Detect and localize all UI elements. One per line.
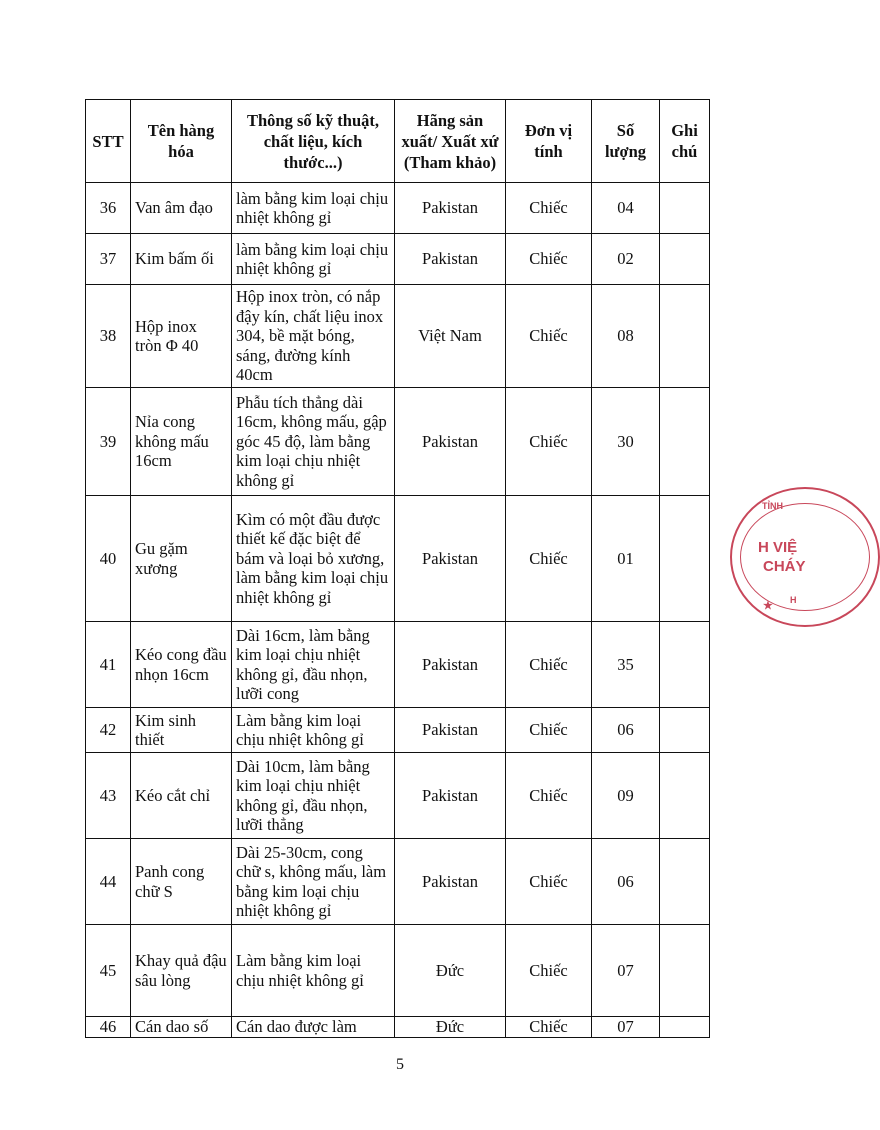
cell-brand: Pakistan (395, 708, 506, 753)
cell-note (660, 183, 710, 234)
stamp-line-2: CHÁY (763, 558, 806, 575)
stamp-inner-ring (740, 503, 870, 611)
table-row (86, 183, 710, 234)
cell-stt: 40 (86, 496, 131, 622)
cell-name: Khay quả đậu sâu lòng (131, 925, 232, 1017)
table-row (86, 285, 710, 388)
goods-table (85, 99, 710, 1038)
cell-note (660, 1017, 710, 1038)
cell-qty: 30 (592, 388, 660, 496)
stamp-bottom-text: H (790, 595, 797, 605)
cell-name: Kéo cắt chỉ (131, 753, 232, 839)
cell-brand: Pakistan (395, 839, 506, 925)
cell-stt: 38 (86, 285, 131, 388)
star-icon: ★ (763, 600, 773, 612)
cell-brand: Đức (395, 925, 506, 1017)
cell-name: Kéo cong đầu nhọn 16cm (131, 622, 232, 708)
cell-name: Nỉa cong không mấu 16cm (131, 388, 232, 496)
cell-name: Kim sinh thiết (131, 708, 232, 753)
cell-stt: 44 (86, 839, 131, 925)
cell-brand: Pakistan (395, 496, 506, 622)
cell-stt: 37 (86, 234, 131, 285)
cell-spec: Kìm có một đầu được thiết kế đặc biệt để bám và loại bỏ xương, làm bằng kim loại chịu nhiệt không gỉ (232, 496, 395, 622)
header-name: Tên hàng hóa (131, 100, 232, 183)
cell-qty: 06 (592, 708, 660, 753)
cell-stt: 41 (86, 622, 131, 708)
header-qty: Số lượng (592, 100, 660, 183)
cell-unit: Chiếc (506, 925, 592, 1017)
cell-brand: Pakistan (395, 388, 506, 496)
cell-brand: Việt Nam (395, 285, 506, 388)
cell-name: Kim bấm ối (131, 234, 232, 285)
cell-qty: 07 (592, 925, 660, 1017)
cell-note (660, 925, 710, 1017)
table-row (86, 388, 710, 496)
table-row (86, 1017, 710, 1038)
cell-qty: 35 (592, 622, 660, 708)
cell-qty: 09 (592, 753, 660, 839)
cell-spec: Dài 10cm, làm bằng kim loại chịu nhiệt không gỉ, đầu nhọn, lưỡi thẳng (232, 753, 395, 839)
table-row (86, 925, 710, 1017)
cell-brand: Đức (395, 1017, 506, 1038)
table-row (86, 708, 710, 753)
header-unit: Đơn vị tính (506, 100, 592, 183)
cell-brand: Pakistan (395, 753, 506, 839)
table-row (86, 753, 710, 839)
cell-unit: Chiếc (506, 708, 592, 753)
cell-spec: Cán dao được làm (232, 1017, 395, 1038)
cell-note (660, 622, 710, 708)
cell-name: Van âm đạo (131, 183, 232, 234)
header-stt: STT (86, 100, 131, 183)
cell-note (660, 285, 710, 388)
cell-qty: 06 (592, 839, 660, 925)
cell-unit: Chiếc (506, 753, 592, 839)
table-row (86, 496, 710, 622)
cell-qty: 04 (592, 183, 660, 234)
page-number: 5 (396, 1056, 404, 1073)
cell-stt: 42 (86, 708, 131, 753)
header-brand: Hãng sản xuất/ Xuất xứ (Tham khảo) (395, 100, 506, 183)
cell-qty: 02 (592, 234, 660, 285)
cell-spec: Làm bằng kim loại chịu nhiệt không gỉ (232, 925, 395, 1017)
cell-stt: 45 (86, 925, 131, 1017)
cell-spec: Dài 25-30cm, cong chữ s, không mấu, làm bằng kim loại chịu nhiệt không gỉ (232, 839, 395, 925)
stamp-line-1: H VIỆ (758, 539, 798, 556)
red-seal-stamp (730, 487, 820, 627)
cell-stt: 43 (86, 753, 131, 839)
cell-note (660, 839, 710, 925)
cell-unit: Chiếc (506, 183, 592, 234)
cell-brand: Pakistan (395, 234, 506, 285)
cell-name: Hộp inox tròn Φ 40 (131, 285, 232, 388)
cell-spec: Làm bằng kim loại chịu nhiệt không gỉ (232, 708, 395, 753)
cell-note (660, 388, 710, 496)
cell-unit: Chiếc (506, 839, 592, 925)
cell-spec: làm bằng kim loại chịu nhiệt không gỉ (232, 234, 395, 285)
cell-qty: 07 (592, 1017, 660, 1038)
cell-brand: Pakistan (395, 622, 506, 708)
header-note: Ghi chú (660, 100, 710, 183)
header-spec: Thông số kỹ thuật, chất liệu, kích thước...) (232, 100, 395, 183)
cell-name: Panh cong chữ S (131, 839, 232, 925)
cell-spec: Phẫu tích thẳng dài 16cm, không mấu, gập góc 45 độ, làm bằng kim loại chịu nhiệt không gỉ (232, 388, 395, 496)
cell-unit: Chiếc (506, 234, 592, 285)
cell-note (660, 234, 710, 285)
table-header-row (86, 100, 710, 183)
table-row (86, 234, 710, 285)
cell-qty: 08 (592, 285, 660, 388)
cell-qty: 01 (592, 496, 660, 622)
cell-unit: Chiếc (506, 388, 592, 496)
stamp-top-text: TỈNH (762, 501, 783, 511)
cell-spec: Dài 16cm, làm bằng kim loại chịu nhiệt không gỉ, đầu nhọn, lưỡi cong (232, 622, 395, 708)
cell-unit: Chiếc (506, 1017, 592, 1038)
cell-unit: Chiếc (506, 496, 592, 622)
cell-stt: 39 (86, 388, 131, 496)
cell-spec: làm bằng kim loại chịu nhiệt không gỉ (232, 183, 395, 234)
cell-brand: Pakistan (395, 183, 506, 234)
cell-stt: 46 (86, 1017, 131, 1038)
cell-note (660, 753, 710, 839)
cell-unit: Chiếc (506, 622, 592, 708)
cell-unit: Chiếc (506, 285, 592, 388)
table-row (86, 839, 710, 925)
cell-name: Cán dao số (131, 1017, 232, 1038)
cell-note (660, 496, 710, 622)
cell-spec: Hộp inox tròn, có nắp đậy kín, chất liệu inox 304, bề mặt bóng, sáng, đường kính 40cm (232, 285, 395, 388)
cell-name: Gu gặm xương (131, 496, 232, 622)
cell-note (660, 708, 710, 753)
table-row (86, 622, 710, 708)
cell-stt: 36 (86, 183, 131, 234)
